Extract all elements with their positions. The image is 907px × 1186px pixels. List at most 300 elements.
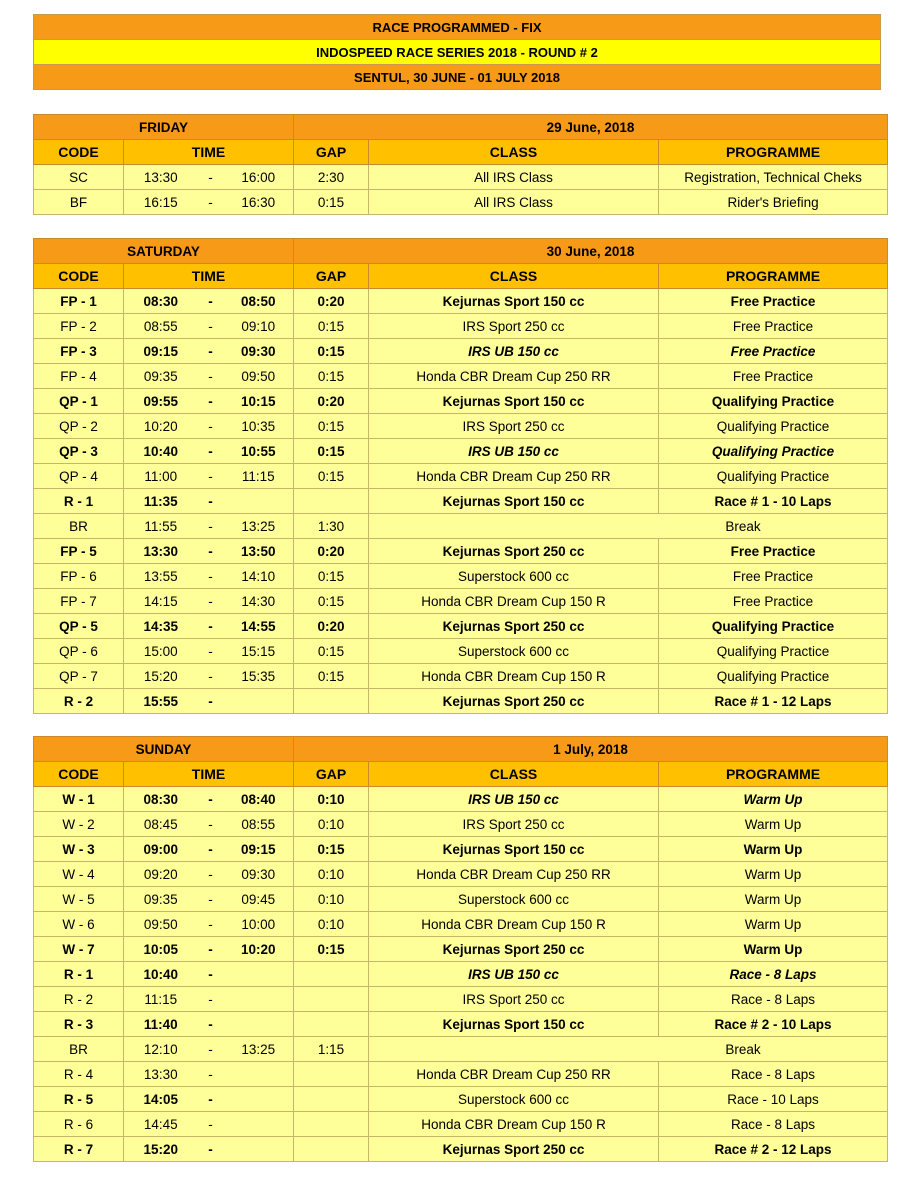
table-row: [34, 987, 888, 1012]
row-programme: Free Practice: [659, 314, 888, 339]
row-code: FP - 2: [34, 314, 124, 339]
row-start-time: 14:05: [124, 1087, 198, 1112]
row-time-dash: -: [198, 837, 224, 862]
row-time-dash: -: [198, 787, 224, 812]
row-class: Honda CBR Dream Cup 150 R: [369, 912, 659, 937]
row-code: R - 2: [34, 987, 124, 1012]
row-code: R - 5: [34, 1087, 124, 1112]
row-end-time: [224, 689, 294, 714]
col-programme: PROGRAMME: [659, 762, 888, 787]
row-time-dash: -: [198, 1087, 224, 1112]
row-gap: 0:10: [294, 862, 369, 887]
day-date: 29 June, 2018: [294, 115, 888, 140]
header-series: INDOSPEED RACE SERIES 2018 - ROUND # 2: [34, 40, 881, 65]
row-code: FP - 3: [34, 339, 124, 364]
row-start-time: 12:10: [124, 1037, 198, 1062]
saturday-schedule: [33, 238, 888, 714]
day-header: [34, 115, 888, 140]
row-time-dash: -: [198, 812, 224, 837]
row-end-time: 16:30: [224, 190, 294, 215]
row-code: W - 3: [34, 837, 124, 862]
row-programme: Qualifying Practice: [659, 439, 888, 464]
table-row: [34, 837, 888, 862]
row-end-time: [224, 987, 294, 1012]
row-gap: 1:30: [294, 514, 369, 539]
row-code: W - 1: [34, 787, 124, 812]
row-start-time: 09:50: [124, 912, 198, 937]
table-row: [34, 887, 888, 912]
row-class: Superstock 600 cc: [369, 887, 659, 912]
row-gap: [294, 689, 369, 714]
row-start-time: 15:20: [124, 664, 198, 689]
row-programme: Race - 8 Laps: [659, 987, 888, 1012]
row-gap: 0:15: [294, 414, 369, 439]
row-time-dash: -: [198, 689, 224, 714]
row-code: W - 5: [34, 887, 124, 912]
row-class: Kejurnas Sport 250 cc: [369, 614, 659, 639]
row-code: QP - 4: [34, 464, 124, 489]
col-gap: GAP: [294, 762, 369, 787]
row-class: IRS UB 150 cc: [369, 439, 659, 464]
table-row: [34, 389, 888, 414]
day-date: 1 July, 2018: [294, 737, 888, 762]
table-row: [34, 514, 888, 539]
row-end-time: 09:45: [224, 887, 294, 912]
row-end-time: 16:00: [224, 165, 294, 190]
row-end-time: [224, 1012, 294, 1037]
row-start-time: 09:15: [124, 339, 198, 364]
day-name: FRIDAY: [34, 115, 294, 140]
row-programme: Qualifying Practice: [659, 389, 888, 414]
row-end-time: 14:55: [224, 614, 294, 639]
row-code: QP - 7: [34, 664, 124, 689]
col-programme: PROGRAMME: [659, 264, 888, 289]
row-code: R - 7: [34, 1137, 124, 1162]
row-end-time: 13:25: [224, 1037, 294, 1062]
table-row: [34, 464, 888, 489]
row-programme: Qualifying Practice: [659, 664, 888, 689]
row-gap: [294, 962, 369, 987]
row-class: Kejurnas Sport 250 cc: [369, 1137, 659, 1162]
row-time-dash: -: [198, 514, 224, 539]
col-code: CODE: [34, 762, 124, 787]
table-row: [34, 339, 888, 364]
day-header: [34, 239, 888, 264]
table-row: [34, 589, 888, 614]
row-programme: Qualifying Practice: [659, 639, 888, 664]
row-end-time: 08:40: [224, 787, 294, 812]
row-gap: 0:15: [294, 364, 369, 389]
row-time-dash: -: [198, 165, 224, 190]
row-time-dash: -: [198, 664, 224, 689]
column-headers: [34, 762, 888, 787]
row-break: Break: [369, 1037, 888, 1062]
col-class: CLASS: [369, 140, 659, 165]
row-end-time: 10:20: [224, 937, 294, 962]
row-time-dash: -: [198, 1037, 224, 1062]
col-time: TIME: [124, 140, 294, 165]
row-time-dash: -: [198, 639, 224, 664]
row-start-time: 15:55: [124, 689, 198, 714]
row-time-dash: -: [198, 589, 224, 614]
column-headers: [34, 264, 888, 289]
row-gap: 0:15: [294, 937, 369, 962]
row-programme: Free Practice: [659, 539, 888, 564]
row-gap: [294, 987, 369, 1012]
header-venue: SENTUL, 30 JUNE - 01 JULY 2018: [34, 65, 881, 90]
row-gap: 0:20: [294, 289, 369, 314]
row-end-time: [224, 489, 294, 514]
col-time: TIME: [124, 762, 294, 787]
row-gap: 0:15: [294, 314, 369, 339]
row-programme: Race - 8 Laps: [659, 962, 888, 987]
row-gap: [294, 489, 369, 514]
row-start-time: 14:45: [124, 1112, 198, 1137]
col-class: CLASS: [369, 762, 659, 787]
row-gap: [294, 1012, 369, 1037]
row-start-time: 08:45: [124, 812, 198, 837]
row-start-time: 14:35: [124, 614, 198, 639]
row-start-time: 09:35: [124, 364, 198, 389]
row-end-time: 15:15: [224, 639, 294, 664]
table-row: [34, 165, 888, 190]
row-class: All IRS Class: [369, 165, 659, 190]
table-row: [34, 664, 888, 689]
row-programme: Qualifying Practice: [659, 464, 888, 489]
row-programme: Qualifying Practice: [659, 414, 888, 439]
col-code: CODE: [34, 140, 124, 165]
row-code: QP - 2: [34, 414, 124, 439]
table-row: [34, 564, 888, 589]
table-row: [34, 1112, 888, 1137]
row-gap: [294, 1087, 369, 1112]
table-row: [34, 862, 888, 887]
row-start-time: 08:55: [124, 314, 198, 339]
row-start-time: 08:30: [124, 289, 198, 314]
row-time-dash: -: [198, 1062, 224, 1087]
row-end-time: 09:30: [224, 339, 294, 364]
row-code: W - 6: [34, 912, 124, 937]
row-class: All IRS Class: [369, 190, 659, 215]
col-code: CODE: [34, 264, 124, 289]
row-class: Kejurnas Sport 150 cc: [369, 837, 659, 862]
row-end-time: 08:55: [224, 812, 294, 837]
row-start-time: 10:40: [124, 439, 198, 464]
row-code: FP - 7: [34, 589, 124, 614]
table-row: [34, 1012, 888, 1037]
event-header: [33, 14, 881, 90]
row-class: Kejurnas Sport 250 cc: [369, 689, 659, 714]
row-programme: Warm Up: [659, 787, 888, 812]
row-gap: 0:20: [294, 539, 369, 564]
row-start-time: 10:40: [124, 962, 198, 987]
row-programme: Warm Up: [659, 937, 888, 962]
row-class: Honda CBR Dream Cup 250 RR: [369, 862, 659, 887]
row-time-dash: -: [198, 190, 224, 215]
row-start-time: 10:05: [124, 937, 198, 962]
row-time-dash: -: [198, 364, 224, 389]
friday-schedule: [33, 114, 888, 215]
row-code: QP - 3: [34, 439, 124, 464]
row-gap: 0:20: [294, 389, 369, 414]
row-start-time: 11:00: [124, 464, 198, 489]
row-class: IRS UB 150 cc: [369, 962, 659, 987]
row-start-time: 11:40: [124, 1012, 198, 1037]
row-start-time: 13:30: [124, 165, 198, 190]
row-gap: 0:10: [294, 787, 369, 812]
col-time: TIME: [124, 264, 294, 289]
row-time-dash: -: [198, 539, 224, 564]
table-row: [34, 937, 888, 962]
row-code: BF: [34, 190, 124, 215]
row-class: Kejurnas Sport 250 cc: [369, 539, 659, 564]
col-class: CLASS: [369, 264, 659, 289]
row-time-dash: -: [198, 887, 224, 912]
row-start-time: 09:35: [124, 887, 198, 912]
row-code: W - 7: [34, 937, 124, 962]
table-row: [34, 414, 888, 439]
table-row: [34, 489, 888, 514]
row-time-dash: -: [198, 439, 224, 464]
row-code: R - 4: [34, 1062, 124, 1087]
row-programme: Free Practice: [659, 564, 888, 589]
row-class: Honda CBR Dream Cup 250 RR: [369, 1062, 659, 1087]
row-code: FP - 6: [34, 564, 124, 589]
row-gap: 2:30: [294, 165, 369, 190]
row-gap: 0:20: [294, 614, 369, 639]
row-start-time: 16:15: [124, 190, 198, 215]
table-row: [34, 962, 888, 987]
row-programme: Race # 2 - 10 Laps: [659, 1012, 888, 1037]
row-end-time: 14:30: [224, 589, 294, 614]
header-title: RACE PROGRAMMED - FIX: [34, 15, 881, 40]
row-code: R - 2: [34, 689, 124, 714]
row-class: Kejurnas Sport 150 cc: [369, 1012, 659, 1037]
row-break: Break: [369, 514, 888, 539]
row-start-time: 11:15: [124, 987, 198, 1012]
table-row: [34, 190, 888, 215]
row-class: IRS Sport 250 cc: [369, 987, 659, 1012]
row-gap: 0:15: [294, 837, 369, 862]
row-end-time: 09:30: [224, 862, 294, 887]
row-class: Kejurnas Sport 250 cc: [369, 937, 659, 962]
row-end-time: [224, 1137, 294, 1162]
row-code: R - 6: [34, 1112, 124, 1137]
row-time-dash: -: [198, 1137, 224, 1162]
row-end-time: 11:15: [224, 464, 294, 489]
row-code: BR: [34, 1037, 124, 1062]
row-programme: Free Practice: [659, 339, 888, 364]
row-programme: Race - 10 Laps: [659, 1087, 888, 1112]
row-code: FP - 4: [34, 364, 124, 389]
row-end-time: 09:50: [224, 364, 294, 389]
row-gap: [294, 1137, 369, 1162]
table-row: [34, 689, 888, 714]
row-code: SC: [34, 165, 124, 190]
row-start-time: 11:55: [124, 514, 198, 539]
day-header: [34, 737, 888, 762]
table-row: [34, 289, 888, 314]
day-date: 30 June, 2018: [294, 239, 888, 264]
row-end-time: 10:35: [224, 414, 294, 439]
col-gap: GAP: [294, 140, 369, 165]
row-code: R - 3: [34, 1012, 124, 1037]
row-programme: Free Practice: [659, 589, 888, 614]
row-class: IRS Sport 250 cc: [369, 812, 659, 837]
row-class: Honda CBR Dream Cup 150 R: [369, 589, 659, 614]
row-gap: 0:15: [294, 464, 369, 489]
row-programme: Race - 8 Laps: [659, 1062, 888, 1087]
row-time-dash: -: [198, 314, 224, 339]
row-code: R - 1: [34, 489, 124, 514]
row-start-time: 08:30: [124, 787, 198, 812]
row-end-time: [224, 1062, 294, 1087]
row-class: Honda CBR Dream Cup 250 RR: [369, 364, 659, 389]
row-end-time: 10:15: [224, 389, 294, 414]
row-programme: Race # 1 - 10 Laps: [659, 489, 888, 514]
table-row: [34, 639, 888, 664]
row-programme: Free Practice: [659, 289, 888, 314]
row-programme: Warm Up: [659, 812, 888, 837]
row-start-time: 13:30: [124, 1062, 198, 1087]
row-programme: Qualifying Practice: [659, 614, 888, 639]
row-time-dash: -: [198, 464, 224, 489]
col-gap: GAP: [294, 264, 369, 289]
row-programme: Race # 1 - 12 Laps: [659, 689, 888, 714]
row-start-time: 15:20: [124, 1137, 198, 1162]
row-gap: 0:15: [294, 564, 369, 589]
row-time-dash: -: [198, 339, 224, 364]
row-code: FP - 1: [34, 289, 124, 314]
col-programme: PROGRAMME: [659, 140, 888, 165]
row-code: R - 1: [34, 962, 124, 987]
row-end-time: 13:25: [224, 514, 294, 539]
row-start-time: 14:15: [124, 589, 198, 614]
row-end-time: 09:15: [224, 837, 294, 862]
row-class: IRS UB 150 cc: [369, 339, 659, 364]
row-time-dash: -: [198, 564, 224, 589]
table-row: [34, 314, 888, 339]
column-headers: [34, 140, 888, 165]
table-row: [34, 539, 888, 564]
table-row: [34, 912, 888, 937]
table-row: [34, 1037, 888, 1062]
row-time-dash: -: [198, 1112, 224, 1137]
row-end-time: 15:35: [224, 664, 294, 689]
row-programme: Rider's Briefing: [659, 190, 888, 215]
row-gap: 0:15: [294, 439, 369, 464]
row-end-time: 14:10: [224, 564, 294, 589]
row-gap: 0:15: [294, 339, 369, 364]
row-time-dash: -: [198, 937, 224, 962]
row-gap: 0:10: [294, 887, 369, 912]
row-class: Superstock 600 cc: [369, 639, 659, 664]
row-code: QP - 6: [34, 639, 124, 664]
row-end-time: 09:10: [224, 314, 294, 339]
row-end-time: [224, 1087, 294, 1112]
row-end-time: 10:00: [224, 912, 294, 937]
row-class: IRS Sport 250 cc: [369, 414, 659, 439]
row-start-time: 09:00: [124, 837, 198, 862]
row-gap: 0:10: [294, 912, 369, 937]
row-programme: Warm Up: [659, 887, 888, 912]
row-code: QP - 1: [34, 389, 124, 414]
row-time-dash: -: [198, 489, 224, 514]
row-gap: 0:15: [294, 589, 369, 614]
row-end-time: [224, 962, 294, 987]
row-time-dash: -: [198, 389, 224, 414]
row-time-dash: -: [198, 1012, 224, 1037]
row-time-dash: -: [198, 987, 224, 1012]
row-start-time: 10:20: [124, 414, 198, 439]
row-gap: 0:15: [294, 664, 369, 689]
table-row: [34, 1062, 888, 1087]
row-programme: Race # 2 - 12 Laps: [659, 1137, 888, 1162]
day-name: SATURDAY: [34, 239, 294, 264]
table-row: [34, 1087, 888, 1112]
row-time-dash: -: [198, 414, 224, 439]
row-start-time: 15:00: [124, 639, 198, 664]
row-gap: 0:15: [294, 639, 369, 664]
row-start-time: 13:30: [124, 539, 198, 564]
row-class: Honda CBR Dream Cup 150 R: [369, 1112, 659, 1137]
row-programme: Warm Up: [659, 912, 888, 937]
row-class: Kejurnas Sport 150 cc: [369, 289, 659, 314]
row-time-dash: -: [198, 962, 224, 987]
row-class: IRS UB 150 cc: [369, 787, 659, 812]
row-gap: [294, 1062, 369, 1087]
row-time-dash: -: [198, 862, 224, 887]
row-end-time: 08:50: [224, 289, 294, 314]
row-start-time: 13:55: [124, 564, 198, 589]
row-programme: Free Practice: [659, 364, 888, 389]
row-class: Honda CBR Dream Cup 250 RR: [369, 464, 659, 489]
row-start-time: 09:55: [124, 389, 198, 414]
table-row: [34, 364, 888, 389]
row-gap: [294, 1112, 369, 1137]
table-row: [34, 439, 888, 464]
row-programme: Race - 8 Laps: [659, 1112, 888, 1137]
table-row: [34, 614, 888, 639]
row-gap: 0:15: [294, 190, 369, 215]
day-name: SUNDAY: [34, 737, 294, 762]
row-class: Honda CBR Dream Cup 150 R: [369, 664, 659, 689]
row-code: W - 4: [34, 862, 124, 887]
row-class: IRS Sport 250 cc: [369, 314, 659, 339]
table-row: [34, 787, 888, 812]
row-gap: 0:10: [294, 812, 369, 837]
row-class: Superstock 600 cc: [369, 1087, 659, 1112]
row-programme: Warm Up: [659, 862, 888, 887]
row-code: BR: [34, 514, 124, 539]
row-code: QP - 5: [34, 614, 124, 639]
row-start-time: 09:20: [124, 862, 198, 887]
row-end-time: 10:55: [224, 439, 294, 464]
row-programme: Warm Up: [659, 837, 888, 862]
row-class: Kejurnas Sport 150 cc: [369, 489, 659, 514]
row-class: Kejurnas Sport 150 cc: [369, 389, 659, 414]
row-gap: 1:15: [294, 1037, 369, 1062]
row-class: Superstock 600 cc: [369, 564, 659, 589]
sunday-schedule: [33, 736, 888, 1162]
row-time-dash: -: [198, 912, 224, 937]
row-time-dash: -: [198, 289, 224, 314]
row-end-time: 13:50: [224, 539, 294, 564]
table-row: [34, 812, 888, 837]
row-time-dash: -: [198, 614, 224, 639]
row-code: W - 2: [34, 812, 124, 837]
row-code: FP - 5: [34, 539, 124, 564]
